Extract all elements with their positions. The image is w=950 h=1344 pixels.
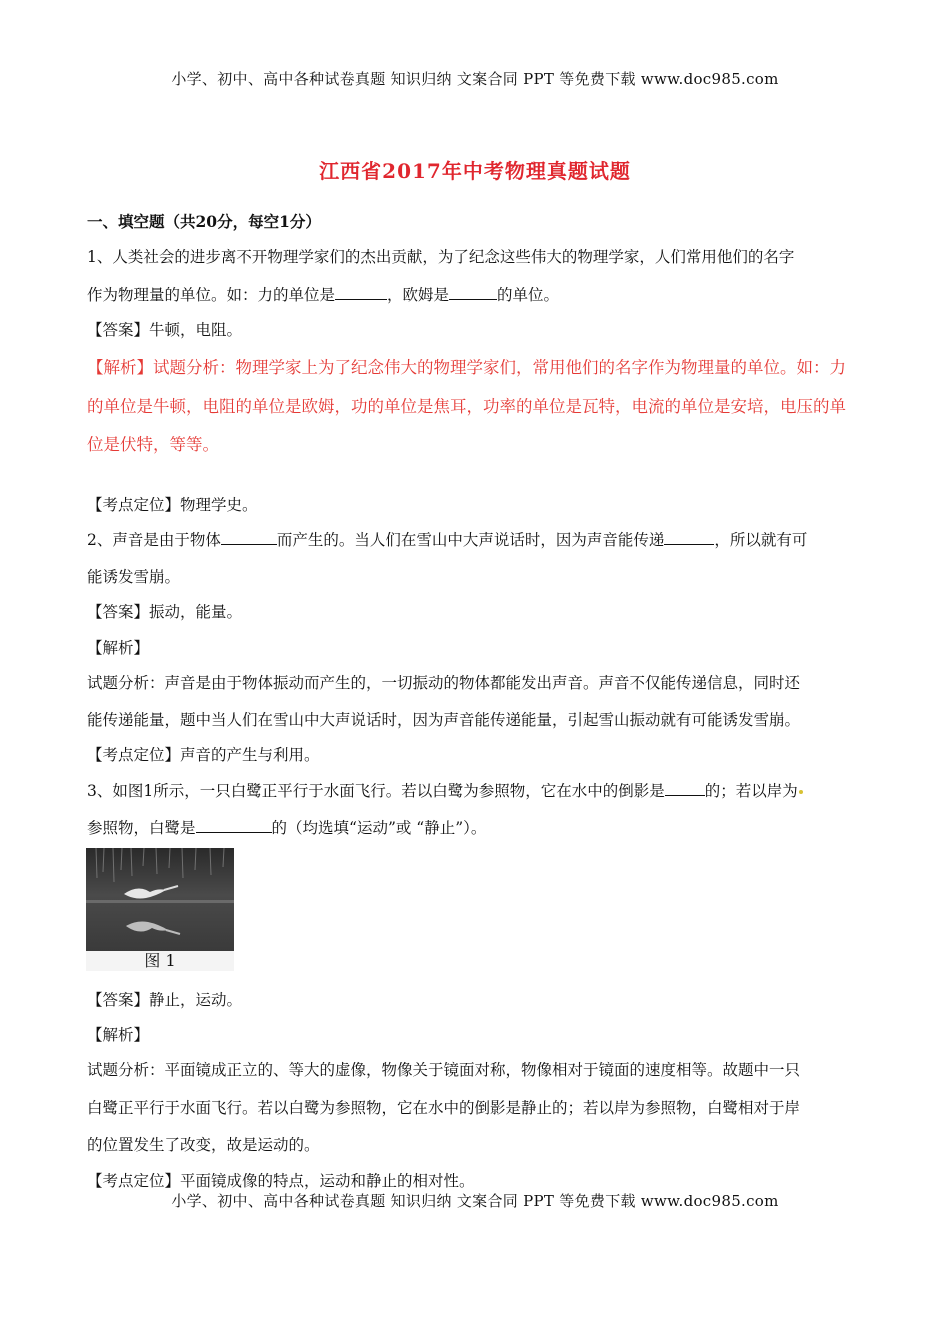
q2-text-line-2: 能诱发雪崩。 — [87, 568, 181, 586]
page-header: 小学、初中、高中各种试卷真题 知识归纳 文案合同 PPT 等免费下载 www.doc985.com — [171, 70, 779, 88]
q1-analysis-line-1: 【解析】试题分析：物理学家上为了纪念伟大的物理学家们，常用他们的名字作为物理量的单位。如：力 — [87, 358, 846, 377]
page-footer: 小学、初中、高中各种试卷真题 知识归纳 文案合同 PPT 等免费下载 www.doc985.com — [171, 1192, 779, 1210]
q2-blank-2 — [664, 530, 714, 545]
q2-analysis-line-2: 能传递能量，题中当人们在雪山中大声说话时，因为声音能传递能量，引起雪山振动就有可能诱发雪崩。 — [87, 711, 801, 729]
q2-text-part-c: ，所以就有可 — [714, 531, 808, 549]
q1-text-part-c: 的单位。 — [497, 286, 560, 304]
q1-text-part-b: ，欧姆是 — [387, 286, 450, 304]
q1-blank-1 — [335, 285, 387, 300]
q1-text-line-1: 1、人类社会的进步离不开物理学家们的杰出贡献，为了纪念这些伟大的物理学家，人们常用他们的名字 — [87, 248, 795, 266]
q2-text-part-b: 而产生的。当人们在雪山中大声说话时，因为声音能传递 — [276, 531, 665, 549]
q3-analysis-line-2: 白鹭正平行于水面飞行。若以白鹭为参照物，它在水中的倒影是静止的；若以岸为参照物，白鹭相对于岸 — [87, 1099, 801, 1117]
q3-analysis-line-3: 的位置发生了改变，故是运动的。 — [87, 1136, 320, 1154]
q1-analysis-line-3: 位是伏特，等等。 — [87, 435, 219, 454]
q2-text-part-a: 2、声音是由于物体 — [87, 531, 221, 549]
q2-blank-1 — [221, 530, 277, 545]
q3-text-part-b: 的；若以岸为 — [704, 782, 798, 800]
q3-analysis-line-1: 试题分析：平面镜成正立的、等大的虚像，物像关于镜面对称，物像相对于镜面的速度相等。故题中一只 — [87, 1061, 801, 1079]
q2-analysis-heading: 【解析】 — [87, 639, 150, 657]
q1-answer: 【答案】牛顿，电阻。 — [87, 321, 243, 339]
q3-text-line-1 — [87, 779, 803, 801]
q3-answer: 【答案】静止，运动。 — [87, 991, 243, 1009]
q1-text-line-2 — [87, 283, 559, 305]
q3-blank-2 — [196, 818, 272, 833]
figure-caption: 图 1 — [86, 951, 234, 971]
q2-knowledge-point: 【考点定位】声音的产生与利用。 — [87, 746, 320, 764]
stray-mark — [799, 790, 803, 794]
page-title: 江西省2017年中考物理真题试题 — [319, 159, 631, 183]
q3-text-part-d: 的（均选填“运动”或 “静止”）。 — [271, 819, 487, 837]
q2-analysis-line-1: 试题分析：声音是由于物体振动而产生的，一切振动的物体都能发出声音。声音不仅能传递信息，同时还 — [87, 674, 801, 692]
q3-text-part-c: 参照物，白鹭是 — [87, 819, 196, 837]
q1-blank-2 — [449, 285, 497, 300]
q1-knowledge-point: 【考点定位】物理学史。 — [87, 496, 258, 514]
q3-blank-1 — [665, 781, 705, 796]
q3-knowledge-point: 【考点定位】平面镜成像的特点，运动和静止的相对性。 — [87, 1172, 475, 1190]
q2-answer: 【答案】振动，能量。 — [87, 603, 243, 621]
q3-text-line-2 — [87, 816, 486, 838]
q3-text-part-a: 3、如图1所示，一只白鹭正平行于水面飞行。若以白鹭为参照物，它在水中的倒影是 — [87, 782, 665, 800]
q1-text-part-a: 作为物理量的单位。如：力的单位是 — [87, 286, 336, 304]
q3-analysis-heading: 【解析】 — [87, 1026, 150, 1044]
section-heading: 一、填空题（共20分，每空1分） — [87, 212, 321, 231]
q1-analysis-line-2: 的单位是牛顿，电阻的单位是欧姆，功的单位是焦耳，功率的单位是瓦特，电流的单位是安培，电压的单 — [87, 397, 846, 416]
q2-text-line-1 — [87, 528, 807, 550]
